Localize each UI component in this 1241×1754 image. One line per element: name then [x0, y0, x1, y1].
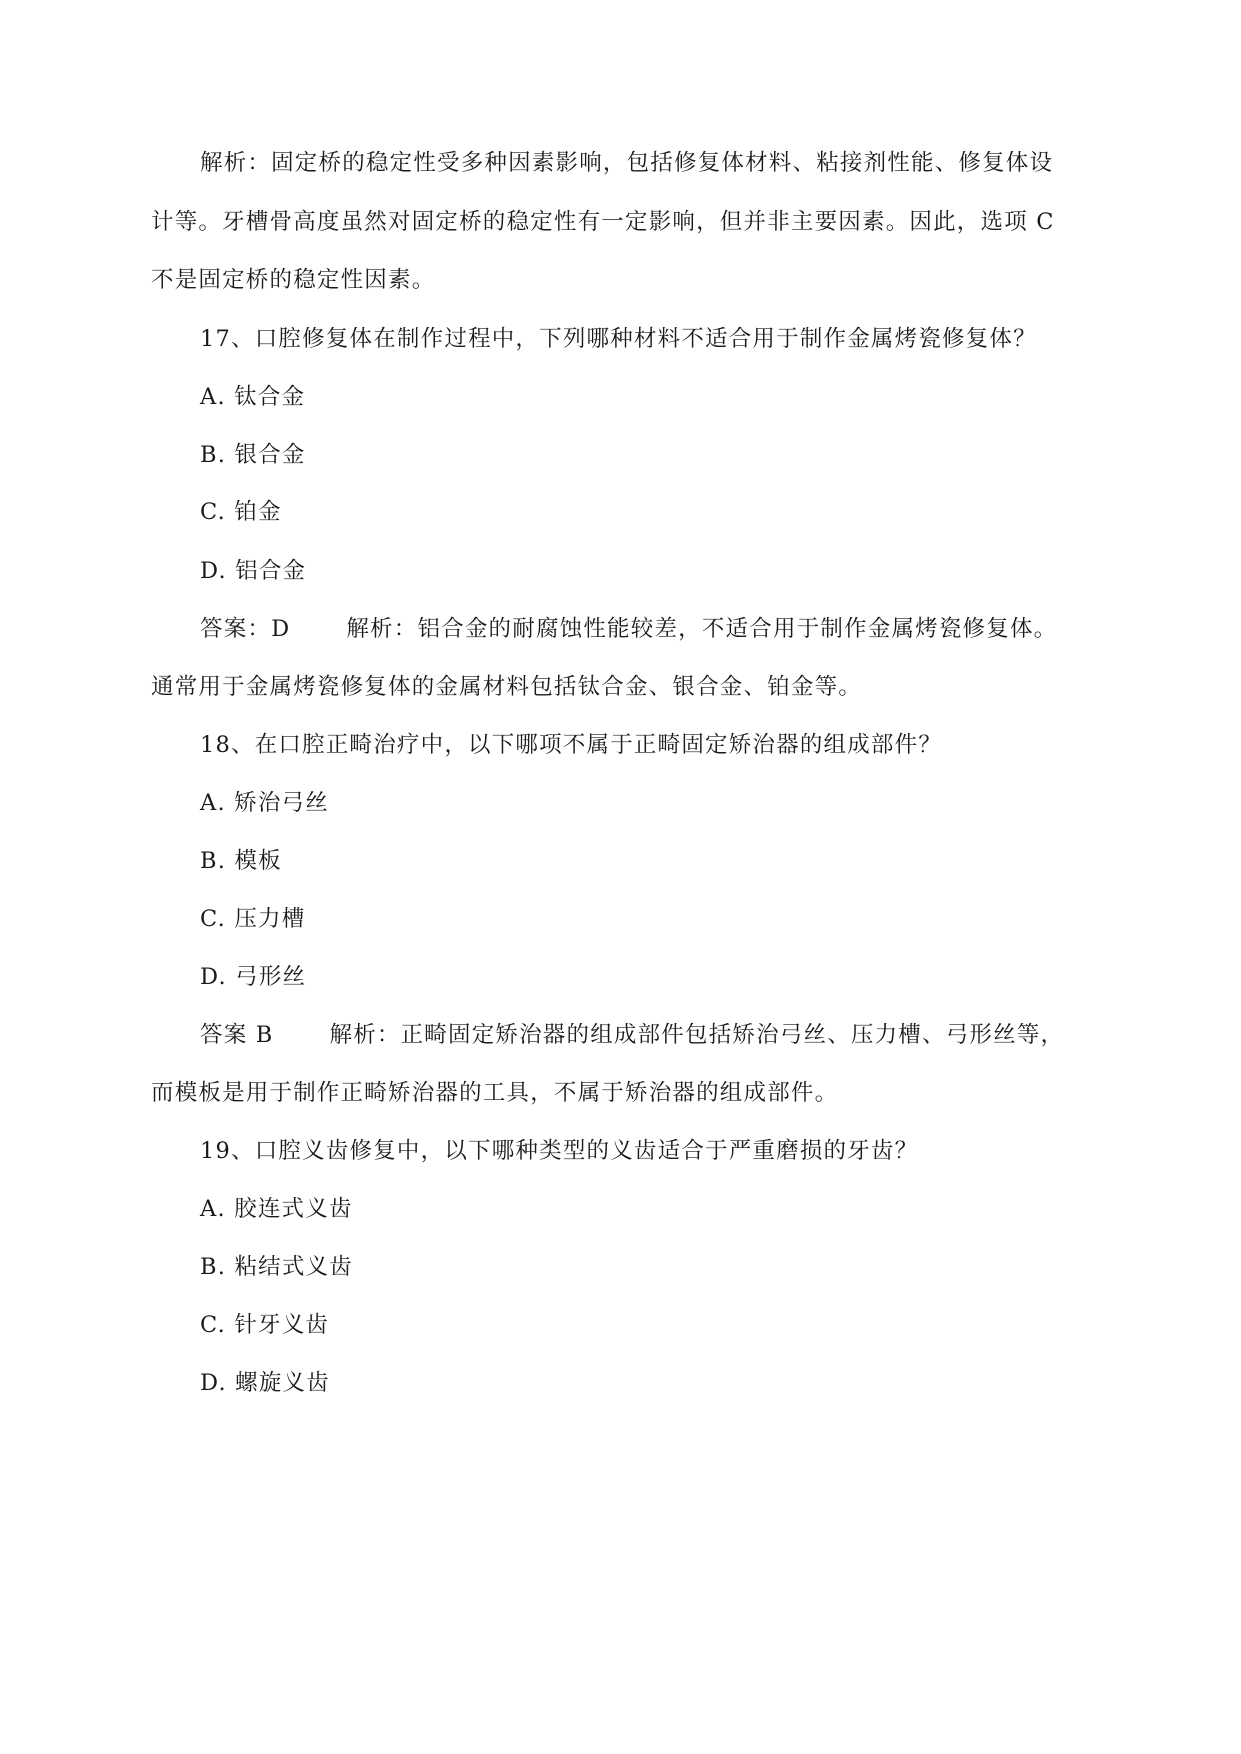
- q19-option-d: D. 螺旋义齿: [200, 1370, 330, 1396]
- q17-analysis-2: 通常用于金属烤瓷修复体的金属材料包括钛合金、银合金、铂金等。: [151, 674, 863, 700]
- q19-option-c: C. 针牙义齿: [200, 1312, 330, 1338]
- q19-option-a: A. 胶连式义齿: [200, 1196, 353, 1222]
- q18-option-d: D. 弓形丝: [200, 964, 307, 990]
- q19-option-b: B. 粘结式义齿: [200, 1254, 353, 1280]
- q17-answer: 答案：D: [200, 616, 291, 642]
- q18-option-b: B. 模板: [200, 848, 282, 874]
- question-18: 18、在口腔正畸治疗中，以下哪项不属于正畸固定矫治器的组成部件？: [200, 732, 943, 758]
- q18-analysis-1: 解析：正畸固定矫治器的组成部件包括矫治弓丝、压力槽、弓形丝等，: [329, 1022, 1065, 1048]
- q17-option-a: A. 钛合金: [200, 384, 306, 410]
- question-17: 17、口腔修复体在制作过程中，下列哪种材料不适合用于制作金属烤瓷修复体？: [200, 326, 1037, 352]
- analysis-16-line-2: 计等。牙槽骨高度虽然对固定桥的稳定性有一定影响，但并非主要因素。因此，选项 C: [151, 209, 1055, 235]
- q17-analysis-1: 解析：铝合金的耐腐蚀性能较差，不适合用于制作金属烤瓷修复体。: [346, 616, 1058, 642]
- q18-option-a: A. 矫治弓丝: [200, 790, 329, 816]
- analysis-16-line-3: 不是固定桥的稳定性因素。: [151, 267, 436, 293]
- q18-option-c: C. 压力槽: [200, 906, 306, 932]
- q17-option-c: C. 铂金: [200, 499, 282, 525]
- analysis-16-line-1: 解析：固定桥的稳定性受多种因素影响，包括修复体材料、粘接剂性能、修复体设: [200, 150, 1054, 176]
- q18-analysis-2: 而模板是用于制作正畸矫治器的工具，不属于矫治器的组成部件。: [151, 1080, 839, 1106]
- q18-answer: 答案 B: [200, 1022, 274, 1048]
- question-19: 19、口腔义齿修复中，以下哪种类型的义齿适合于严重磨损的牙齿？: [200, 1138, 919, 1164]
- q17-option-d: D. 铝合金: [200, 558, 307, 584]
- q17-option-b: B. 银合金: [200, 442, 306, 468]
- q17-answer-line: [200, 614, 1057, 644]
- q18-answer-line: [200, 1020, 1064, 1050]
